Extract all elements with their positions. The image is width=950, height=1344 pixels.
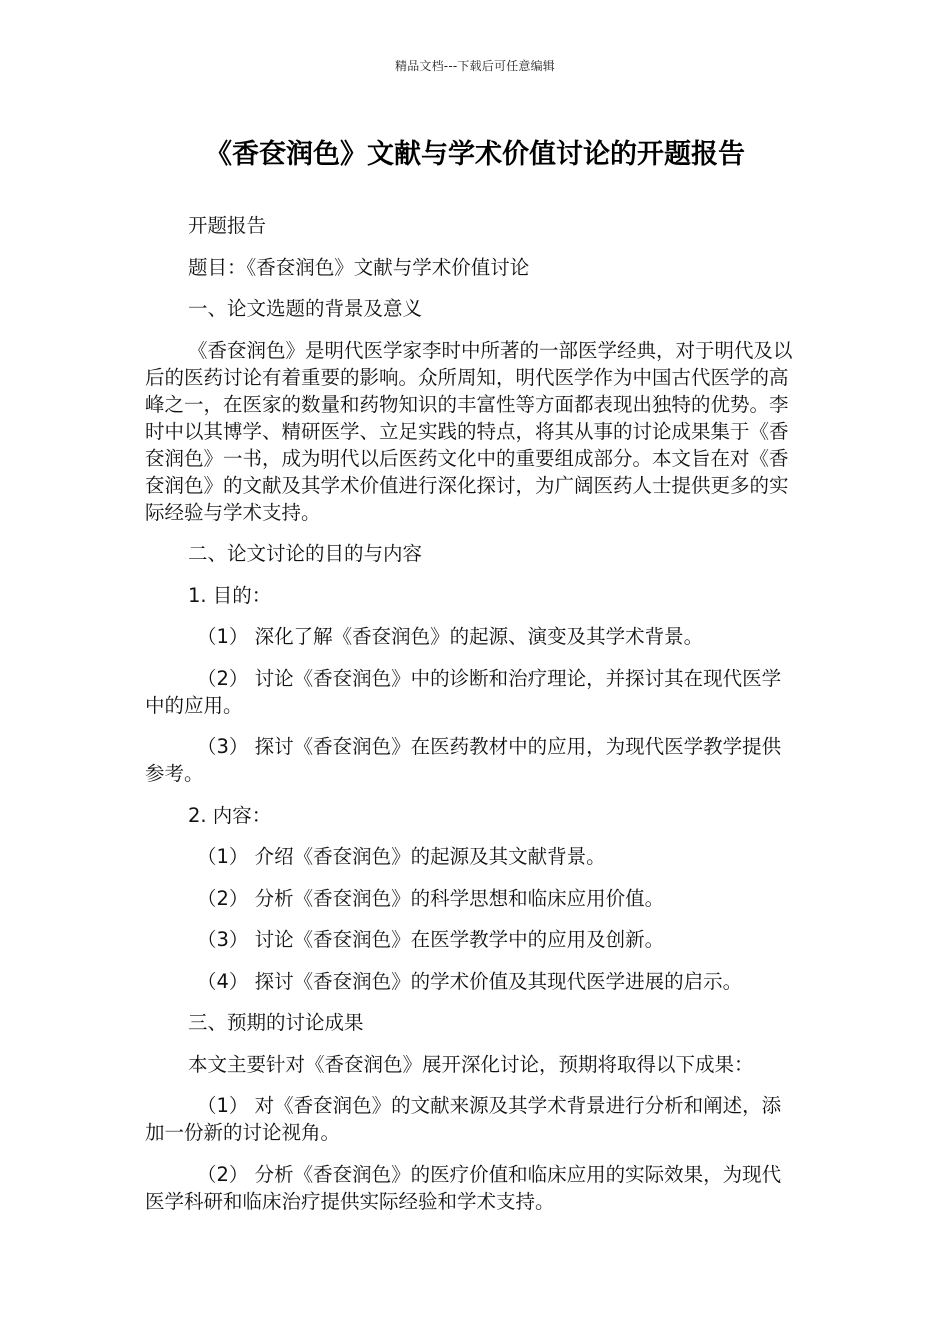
header-note: 精品文档---下载后可任意编辑	[395, 59, 555, 73]
list-item: （1） 对《香奁润色》的文献来源及其学术背景进行分析和阐述，添加一份新的讨论视角。	[145, 1094, 782, 1144]
document-title: 《香奁润色》文献与学术价值讨论的开题报告	[205, 139, 745, 170]
section-heading-2: 二、论文讨论的目的与内容	[188, 542, 423, 565]
document-body	[145, 212, 793, 1229]
list-item: （1） 介绍《香奁润色》的起源及其文献背景。	[197, 845, 606, 868]
expected-results-intro: 本文主要针对《香奁润色》展开深化讨论，预期将取得以下成果：	[188, 1052, 754, 1076]
topic-line: 题目：《香奁润色》文献与学术价值讨论	[188, 255, 530, 279]
list-item: （1） 深化了解《香奁润色》的起源、演变及其学术背景。	[197, 625, 704, 648]
subheading-purpose: 1. 目的：	[188, 583, 272, 607]
list-item: （2） 分析《香奁润色》的医疗价值和临床应用的实际效果，为现代医学科研和临床治疗提供实际经验和学术支持。	[145, 1162, 782, 1213]
list-item: （4） 探讨《香奁润色》的学术价值及其现代医学进展的启示。	[197, 969, 743, 993]
background-paragraph: 《香奁润色》是明代医学家李时中所著的一部医学经典，对于明代及以后的医药讨论有着重要的影响。众所周知，明代医学作为中国古代医学的高峰之一，在医家的数量和药物知识的丰富性等方面都表现出独特的优势。李时中以其博学、精研医学、立足实践的特点，将其从事的讨论成果集于《香奁润色》一书，成为明代以后医药文化中的重要组成部分。本文旨在对《香奁润色》的文献及其学术价值进行深化探讨，为广阔医药人士提供更多的实际经验与学术支持。	[145, 338, 793, 524]
list-item: （3） 讨论《香奁润色》在医学教学中的应用及创新。	[197, 928, 665, 951]
list-item: （3） 探讨《香奁润色》在医药教材中的应用，为现代医学教学提供参考。	[145, 735, 782, 785]
section-heading-1: 一、论文选题的背景及意义	[188, 297, 423, 320]
list-item: （2） 讨论《香奁润色》中的诊断和治疗理论，并探讨其在现代医学中的应用。	[145, 666, 782, 717]
section-heading-3: 三、预期的讨论成果	[188, 1011, 364, 1034]
list-item: （2） 分析《香奁润色》的科学思想和临床应用价值。	[197, 886, 665, 910]
subheading-content: 2. 内容：	[188, 803, 272, 827]
section-label: 开题报告	[188, 214, 267, 237]
